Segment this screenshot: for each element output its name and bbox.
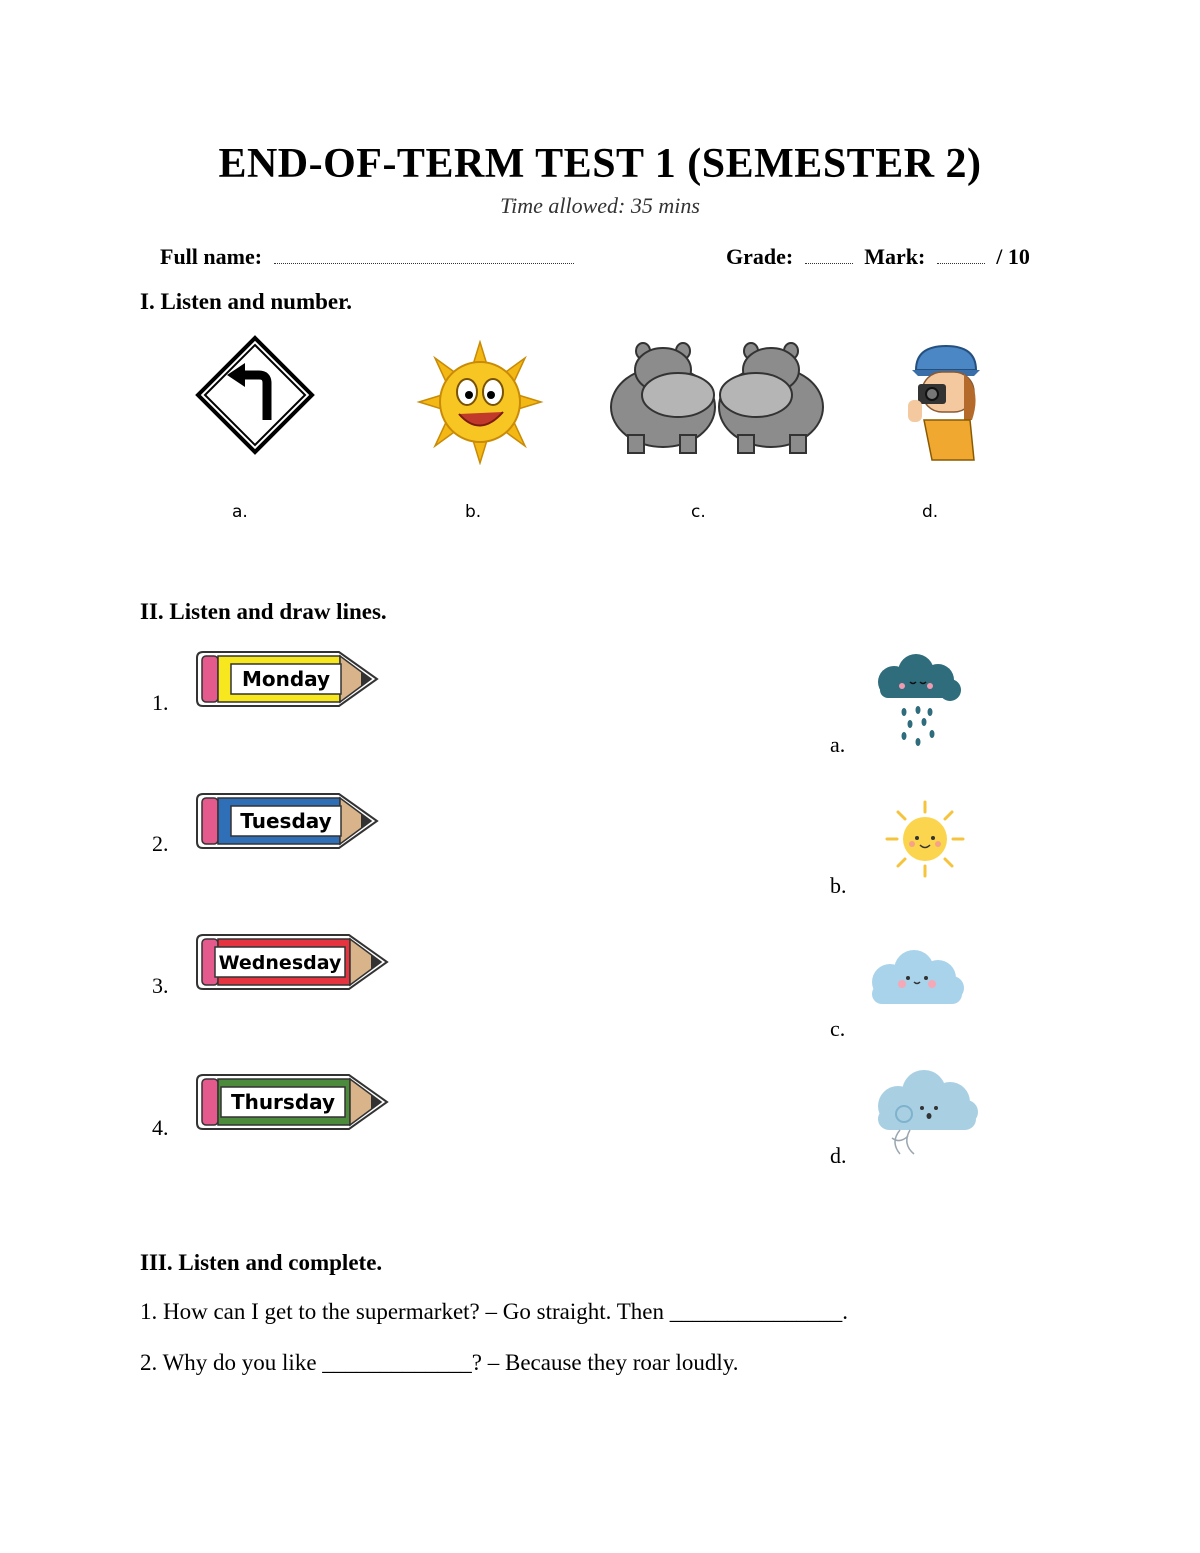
- item-number-4: 4.: [152, 1115, 169, 1140]
- full-name-row: [160, 244, 580, 270]
- day-label-tuesday: Tuesday: [240, 809, 332, 833]
- smiling-sun-icon: [415, 340, 545, 465]
- section-3-heading: III. Listen and complete.: [140, 1250, 383, 1275]
- grade-label: Grade:: [726, 244, 794, 269]
- section-1-heading: I. Listen and number.: [140, 289, 352, 314]
- section-1-label-b: b.: [465, 502, 482, 522]
- section-2-heading: II. Listen and draw lines.: [140, 599, 387, 624]
- day-label-wednesday: Wednesday: [218, 952, 342, 974]
- item-number-3: 3.: [152, 973, 169, 998]
- hippos-icon: [608, 335, 826, 457]
- mark-field[interactable]: [937, 262, 985, 264]
- item-number-2: 2.: [152, 831, 169, 856]
- section-1-label-a: a.: [232, 502, 248, 522]
- weather-letter-b: b.: [830, 873, 847, 898]
- section-1-label-d: d.: [922, 502, 939, 522]
- section-1-label-c: c.: [691, 502, 706, 522]
- pencil-thursday: [195, 1071, 391, 1133]
- girl-with-camera-icon: [902, 340, 987, 462]
- windy-cloud-icon: [870, 1068, 980, 1160]
- weather-letter-d: d.: [830, 1143, 847, 1168]
- sentence-2: 2. Why do you like _____________? – Because they roar loudly.: [140, 1350, 739, 1375]
- pencil-monday: [195, 648, 381, 710]
- pencil-tuesday: [195, 790, 381, 852]
- weather-letter-c: c.: [830, 1016, 846, 1041]
- cloud-icon: [866, 948, 968, 1008]
- full-name-label: Full name:: [160, 244, 263, 269]
- item-number-1: 1.: [152, 690, 169, 715]
- sun-icon: [882, 798, 968, 880]
- grade-mark-row: [726, 244, 1030, 270]
- pencil-wednesday: [195, 931, 391, 993]
- grade-field[interactable]: [805, 262, 853, 264]
- page-title: END-OF-TERM TEST 1 (SEMESTER 2): [218, 141, 982, 187]
- rainy-cloud-icon: [872, 652, 964, 752]
- turn-left-sign-icon: [195, 335, 315, 455]
- full-name-field[interactable]: [274, 262, 574, 264]
- time-allowed: Time allowed: 35 mins: [500, 193, 700, 218]
- day-label-monday: Monday: [241, 667, 331, 691]
- mark-total: / 10: [996, 244, 1030, 269]
- sentence-1: 1. How can I get to the supermarket? – Go straight. Then _______________.: [140, 1299, 848, 1324]
- mark-label: Mark:: [864, 244, 926, 269]
- day-label-thursday: Thursday: [230, 1090, 336, 1114]
- weather-letter-a: a.: [830, 732, 846, 757]
